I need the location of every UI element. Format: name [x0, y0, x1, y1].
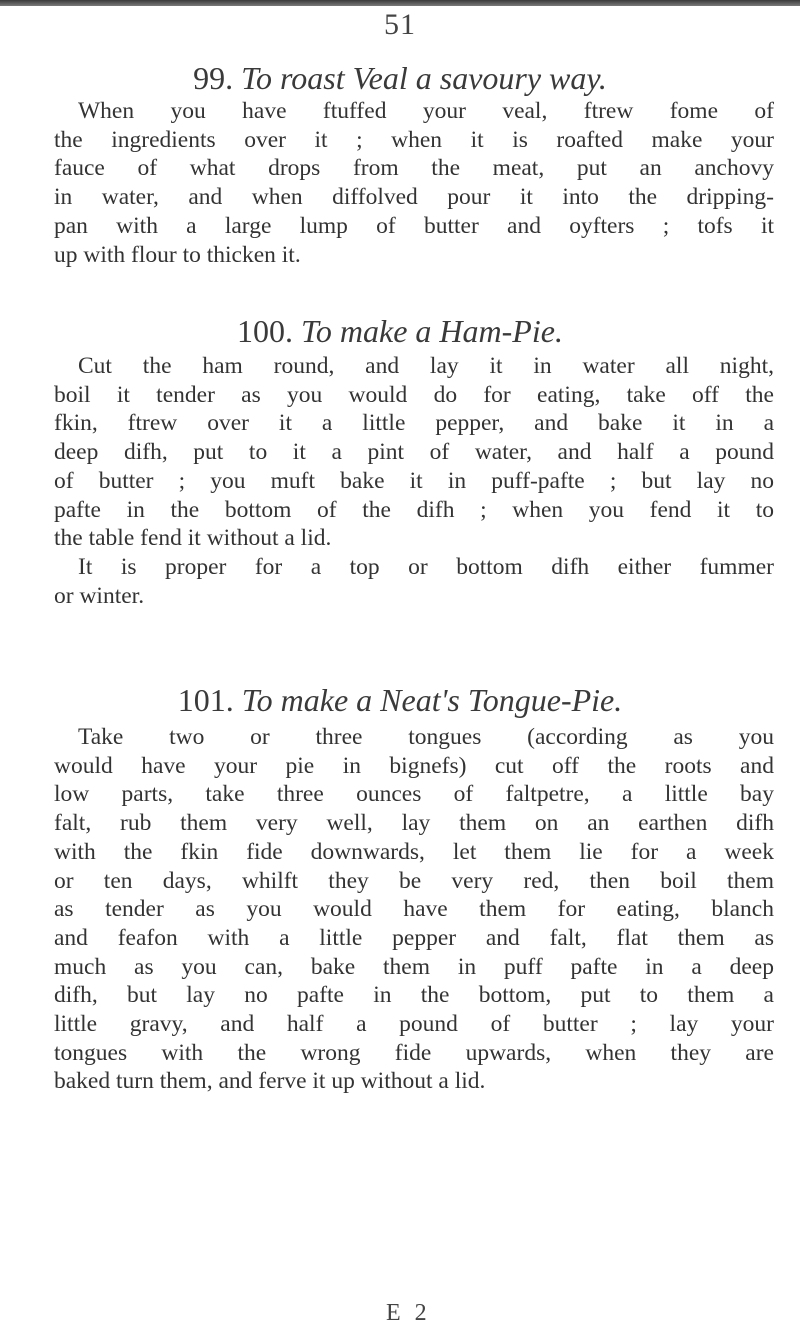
body-line: Cut the ham round, and lay it in water all night, [78, 353, 774, 379]
body-line: It is proper for a top or bottom difh either fummer [78, 553, 774, 580]
body-line: baked turn them, and ferve it up without a lid. [54, 1068, 486, 1095]
page-top-rule [0, 0, 800, 6]
body-line: deep difh, put to it a pint of water, and half a pound [54, 439, 774, 466]
body-line: low parts, take three ounces of faltpetre, a little bay [54, 781, 774, 808]
recipe-number: 101. [177, 682, 234, 718]
body-line: tongues with the wrong fide upwards, when they are [54, 1039, 774, 1066]
recipe-number: 99. [193, 60, 234, 96]
recipe-heading: To roast Veal a savoury way. [241, 60, 607, 96]
signature-mark: E 2 [386, 1300, 431, 1326]
body-line: or winter. [54, 582, 145, 609]
body-line: would have your pie in bignefs) cut off the roots and [54, 752, 774, 779]
body-line: pan with a large lump of butter and oyfters ; tofs it [54, 212, 774, 239]
body-line: of butter ; you muft bake it in puff-pafte ; but lay no [54, 467, 774, 494]
body-line: fauce of what drops from the meat, put an anchovy [54, 155, 774, 182]
body-line: as tender as you would have them for eating, blanch [54, 896, 774, 923]
page-number: 51 [384, 8, 416, 41]
recipe-99-body [54, 97, 774, 269]
recipe-100-title [0, 313, 800, 350]
body-line: much as you can, bake them in puff pafte in a deep [54, 953, 774, 980]
body-line: and feafon with a little pepper and falt, flat them as [54, 924, 774, 951]
recipe-101-title [0, 682, 800, 719]
body-line: or ten days, whilft they be very red, then boil them [54, 867, 774, 894]
body-line: fkin, ftrew over it a little pepper, and bake it in a [54, 410, 774, 437]
body-line: boil it tender as you would do for eating, take off the [54, 381, 774, 408]
recipe-number: 100. [237, 313, 294, 349]
body-line: with the fkin fide downwards, let them lie for a week [54, 838, 774, 865]
body-line: the table fend it without a lid. [54, 525, 332, 552]
body-line: When you have ftuffed your veal, ftrew fome of [78, 98, 774, 124]
body-line: pafte in the bottom of the difh ; when you fend it to [54, 496, 774, 523]
recipe-heading: To make a Neat's Tongue-Pie. [241, 682, 623, 718]
recipe-heading: To make a Ham-Pie. [301, 313, 563, 349]
body-line: little gravy, and half a pound of butter ; lay your [54, 1011, 774, 1038]
recipe-101-body [54, 723, 774, 1096]
recipe-99-title [0, 60, 800, 97]
body-line: the ingredients over it ; when it is roafted make your [54, 126, 774, 153]
recipe-100-body [54, 352, 774, 610]
body-line: falt, rub them very well, lay them on an earthen difh [54, 810, 774, 837]
body-line: difh, but lay no pafte in the bottom, put to them a [54, 982, 774, 1009]
body-line: in water, and when diffolved pour it into the dripping- [54, 184, 774, 211]
body-line: Take two or three tongues (according as you [78, 724, 774, 750]
body-line: up with flour to thicken it. [54, 241, 301, 268]
